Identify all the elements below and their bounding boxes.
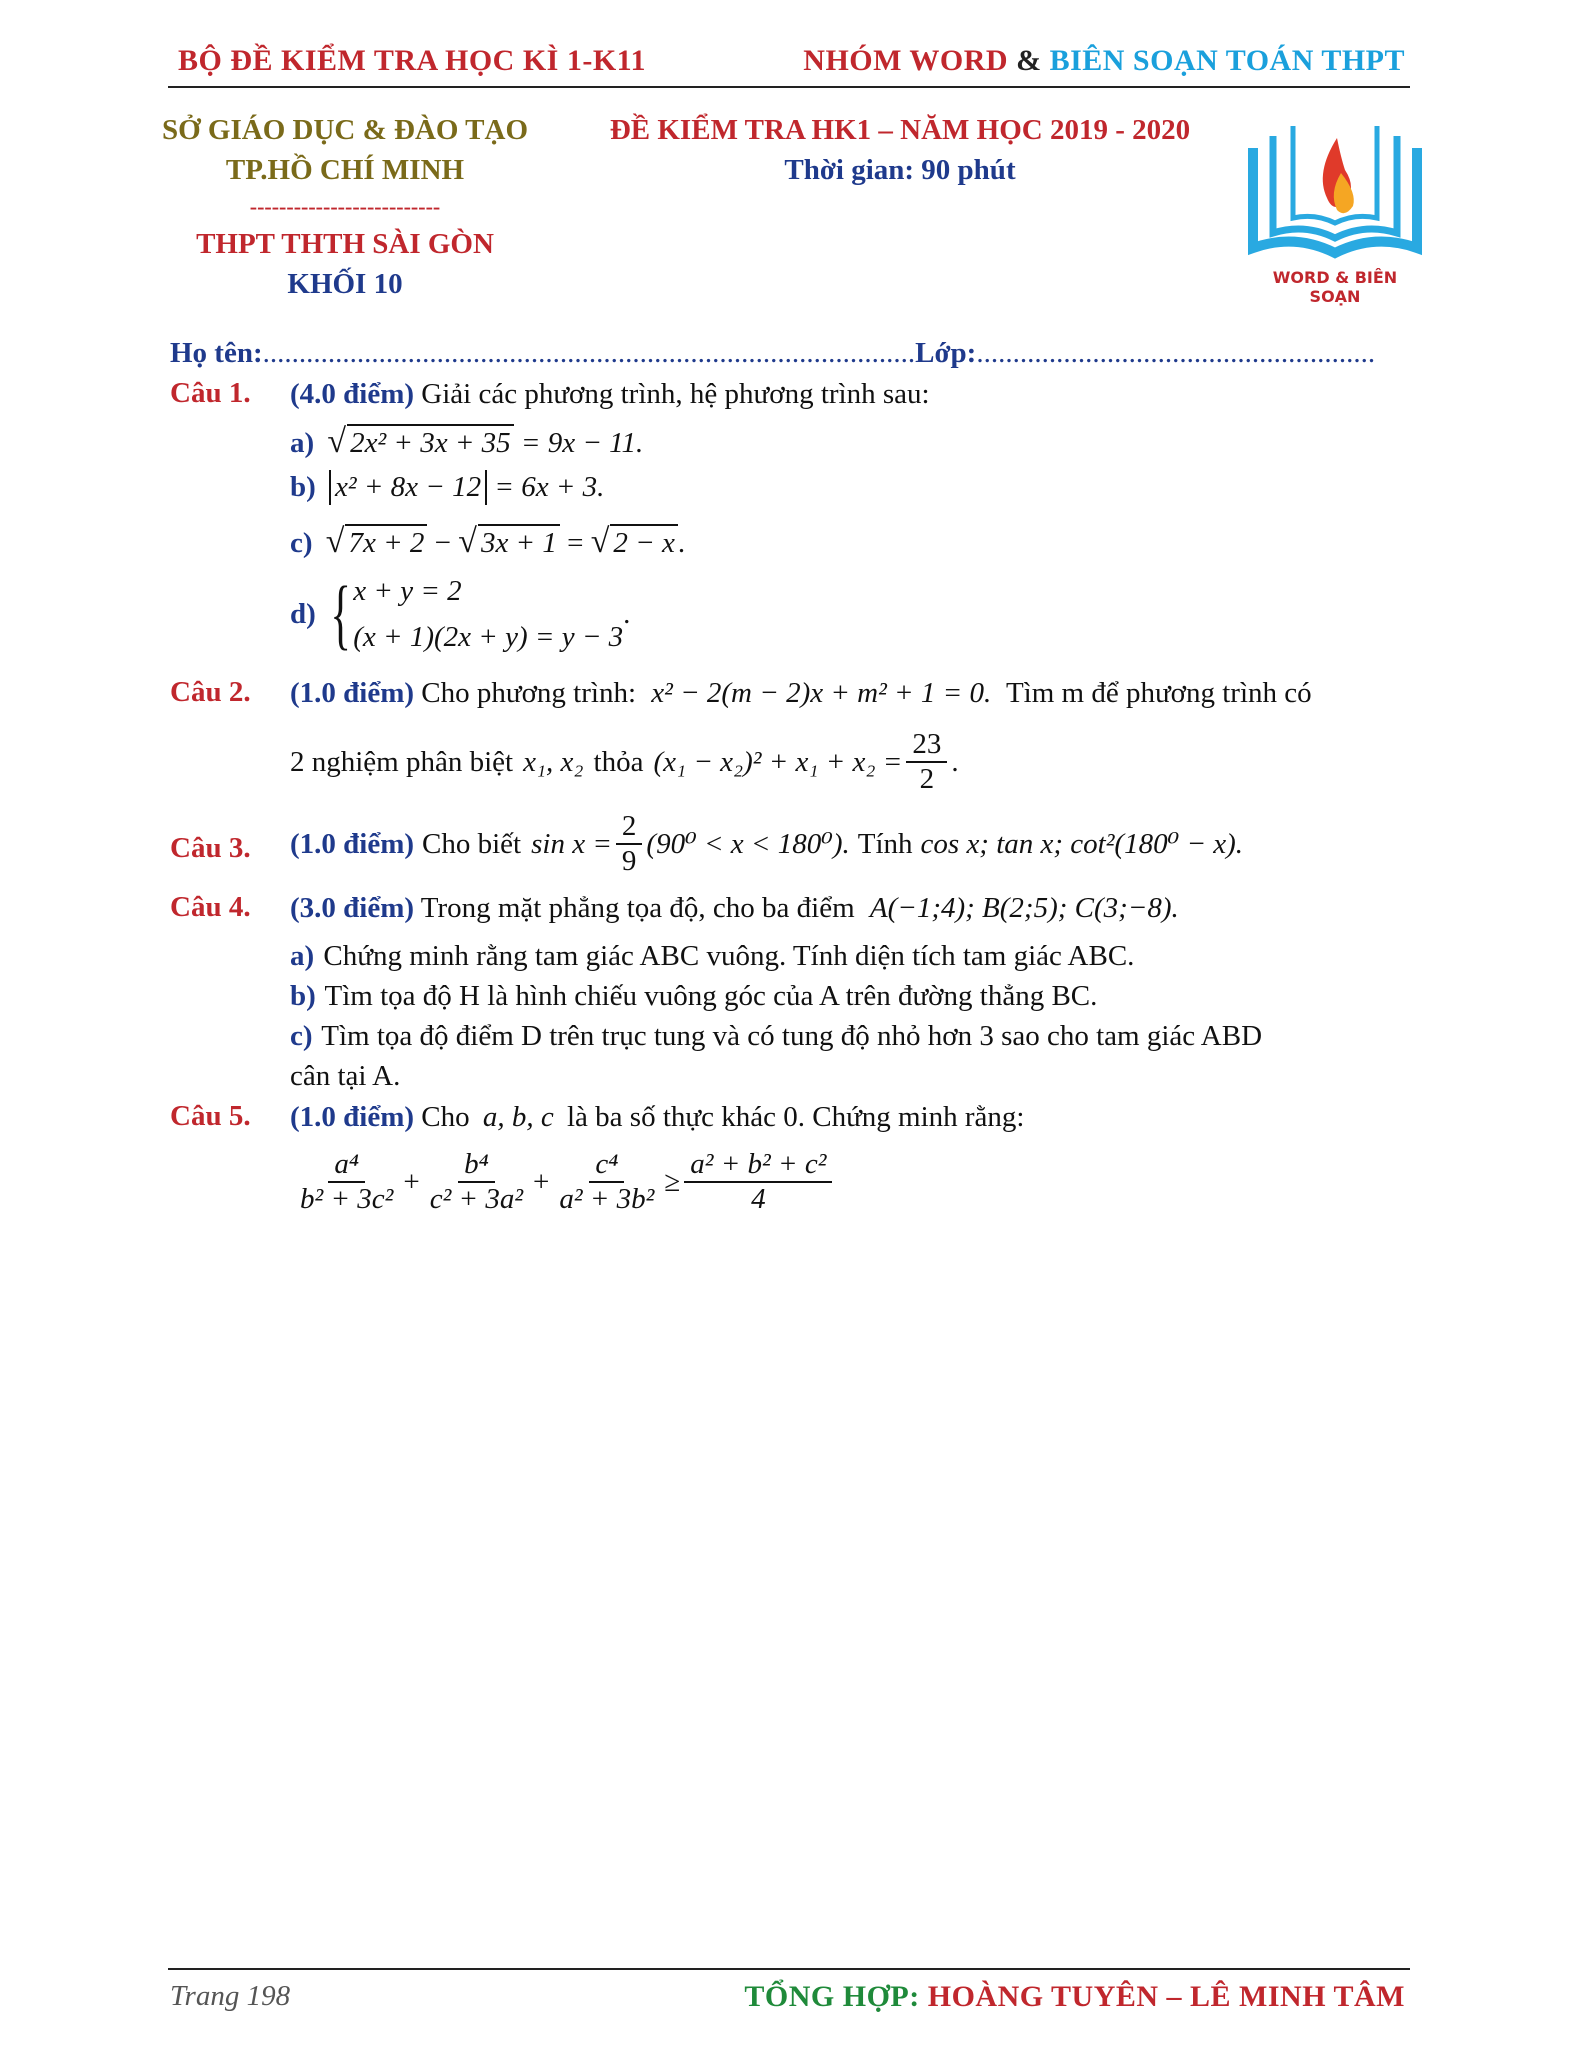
q5-frac-rhs [684,1148,832,1217]
name-label: Họ tên: [170,337,263,369]
q2-line2-text: 2 nghiệm phân biệt [290,745,514,778]
q2-points: (1.0 điểm) [290,677,415,709]
q1-d-label: d) [290,597,316,630]
q1-d [290,568,630,660]
q5-inequality [290,1148,836,1217]
school-divider: -------------------------- [249,194,441,219]
school-block [150,110,540,304]
class-dots: ....................................................... [976,337,1376,369]
q5-frac2 [424,1148,529,1217]
q1-d-system [353,568,623,660]
logo-text: WORD & BIÊN SOẠN [1272,268,1398,306]
q2-end: . [951,745,959,778]
q5-text2: là ba số thực khác 0. Chứng minh rằng: [567,1101,1025,1133]
q5-frac1 [294,1148,399,1217]
q5-frac3-den: a² + 3b² [559,1183,655,1216]
q5-frac3-num: c⁴ [589,1148,624,1183]
q4-b [290,979,1097,1014]
q5-line1 [290,1100,1025,1135]
logo [1245,118,1425,306]
header-right-part1: NHÓM WORD [803,44,1009,77]
q1-a-radicand: 2x² + 3x + 35 [347,424,514,461]
q4-c [290,1019,1262,1054]
q5-frac2-den: c² + 3a² [429,1183,524,1216]
q3-ask: cos x; tan x; cot²(180⁰ − x). [920,827,1244,860]
footer-authors: HOÀNG TUYÊN – LÊ MINH TÂM [927,1980,1405,2013]
q1-d-eq2: (x + 1)(2x + y) = y − 3 [353,621,624,653]
student-line [170,336,1375,371]
q1-b-abs: x² + 8x − 12 [329,470,487,505]
q4-line1 [290,891,1179,926]
q2-equation: x² − 2(m − 2)x + m² + 1 = 0. [651,677,992,709]
q3-points: (1.0 điểm) [290,827,415,860]
q1-c: c) √ 7x + 2 − √ 3x + 1 = √ 2 − x . [290,523,686,560]
q3-range: (90⁰ < x < 180⁰). [646,827,850,860]
q5-text1: Cho [421,1101,470,1133]
q5-frac3 [553,1148,660,1217]
q1-c-end: . [677,527,686,559]
footer-rule [168,1968,1410,1970]
q4-text: Trong mặt phẳng tọa độ, cho ba điểm [420,892,855,924]
q4-points-coords: A(−1;4); B(2;5); C(3;−8). [869,892,1179,924]
q1-label: Câu 1. [170,377,251,409]
exam-block [580,110,1220,190]
q1-b-label: b) [290,471,316,503]
q4-points: (3.0 điểm) [290,892,415,924]
q1-c-rad3: 2 − x [610,524,677,561]
q5-plus1: + [403,1165,420,1198]
q1-a-label: a) [290,427,315,459]
q2-line2 [290,728,959,797]
class-label: Lớp: [915,337,977,369]
q5-vars: a, b, c [482,1101,554,1133]
q3-line [290,810,1243,879]
q3-fraction [616,810,643,879]
header-right-amp: & [1016,44,1042,77]
q3-text1: Cho biết [422,827,522,860]
header-rule [168,86,1410,88]
q1-c-rad2: 3x + 1 [478,524,560,561]
q4-c-label: c) [290,1020,313,1052]
q3-label: Câu 3. [170,832,251,864]
q1-points: (4.0 điểm) [290,378,415,410]
q1-c-rad1: 7x + 2 [345,524,427,561]
q1-a-rhs: = 9x − 11. [520,427,644,459]
q1-text [290,377,930,412]
q2-line1 [290,676,1312,711]
q5-label: Câu 5. [170,1100,251,1132]
q1-c-minus: − [434,527,452,559]
system-brace: { [330,570,351,657]
q3-sin: sin x = [531,827,612,860]
header-left: BỘ ĐỀ KIỂM TRA HỌC KÌ 1-K11 [178,44,647,77]
q2-text2: Tìm m để phương trình có [1005,677,1312,709]
q5-frac2-num: b⁴ [458,1148,495,1183]
q1-b [290,470,604,505]
footer-compile-label: TỔNG HỢP: [744,1980,920,2013]
q4-b-label: b) [290,980,316,1012]
name-dots: .......................................................................................... [262,337,916,369]
q1-c-label: c) [290,527,313,559]
q5-frac1-num: a⁴ [328,1148,365,1183]
q5-geq: ≥ [664,1165,681,1198]
exam-title: ĐỀ KIỂM TRA HK1 – NĂM HỌC 2019 - 2020 [609,114,1191,146]
q4-label: Câu 4. [170,891,251,923]
school-city: TP.HỒ CHÍ MINH [225,154,465,186]
q2-vars: x₁, x₂ [523,745,584,778]
q3-text2: Tính [857,827,913,860]
footer-credit [744,1980,1405,2014]
q2-thoa: thỏa [593,745,644,778]
q4-a-label: a) [290,940,315,972]
q4-c-cont: cân tại A. [290,1060,401,1092]
header-right-part2: BIÊN SOẠN TOÁN THPT [1049,44,1405,77]
q5-points: (1.0 điểm) [290,1101,415,1133]
q4-b-text: Tìm tọa độ H là hình chiếu vuông góc của A trên đường thẳng BC. [324,980,1098,1012]
q5-plus2: + [533,1165,550,1198]
q4-a-text: Chứng minh rằng tam giác ABC vuông. Tính diện tích tam giác ABC. [323,940,1135,972]
header-right [803,44,1405,78]
q1-instruction: Giải các phương trình, hệ phương trình sau: [421,378,930,410]
q2-text1: Cho phương trình: [421,677,637,709]
q2-label: Câu 2. [170,676,251,708]
q4-a [290,939,1134,974]
book-flame-icon [1245,118,1425,268]
q2-fraction-den: 2 [919,763,935,796]
school-grade: KHỐI 10 [287,268,403,300]
q5-frac-rhs-den: 4 [751,1183,766,1216]
q2-fraction [906,728,947,797]
q1-a: a) √ 2x² + 3x + 35 = 9x − 11. [290,423,644,460]
school-dept: SỞ GIÁO DỤC & ĐÀO TẠO [161,114,529,146]
q2-condition: (x₁ − x₂)² + x₁ + x₂ = [653,745,903,778]
q1-b-rhs: = 6x + 3. [494,471,605,503]
q1-d-end: . [623,597,631,630]
q3-fraction-num: 2 [616,810,643,845]
q3-fraction-den: 9 [621,845,637,878]
exam-time: Thời gian: 90 phút [784,154,1016,186]
q4-c-text: Tìm tọa độ điểm D trên trục tung và có tung độ nhỏ hơn 3 sao cho tam giác ABD [321,1020,1263,1052]
q1-d-eq1: x + y = 2 [353,575,462,607]
q5-frac-rhs-num: a² + b² + c² [684,1148,832,1183]
q1-c-eq: = [567,527,584,559]
school-name: THPT THTH SÀI GÒN [196,228,494,260]
page-number: Trang 198 [170,1980,291,2012]
q2-fraction-num: 23 [906,728,947,763]
q5-frac1-den: b² + 3c² [300,1183,394,1216]
